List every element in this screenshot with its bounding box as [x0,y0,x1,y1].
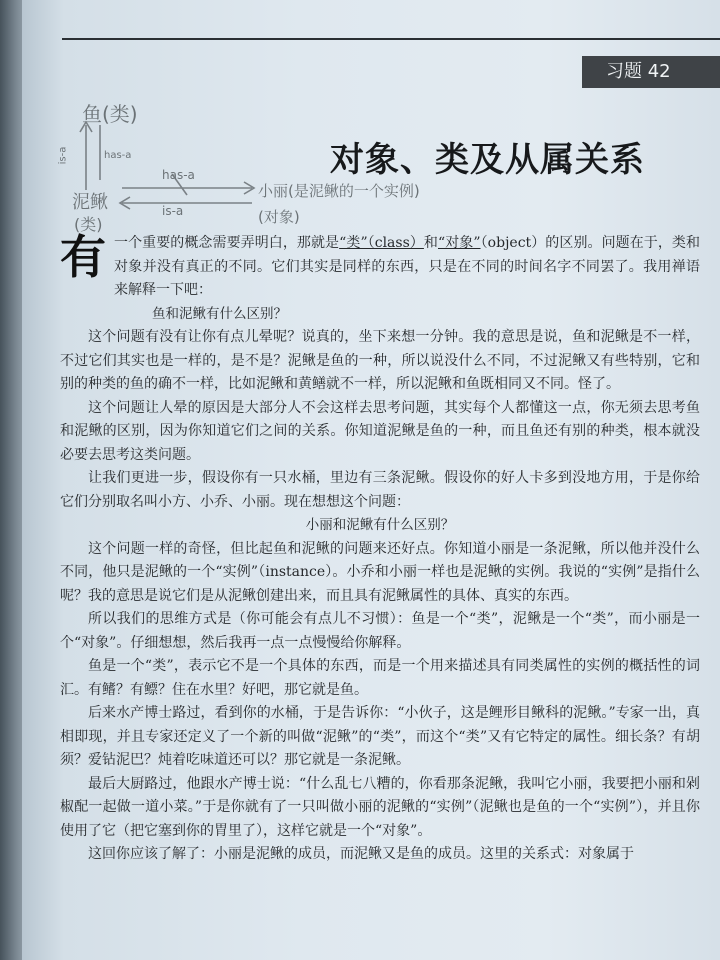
paragraph-10: 这回你应该了解了：小丽是泥鳅的成员，而泥鳅又是鱼的成员。这里的关系式：对象属于 [88,846,634,862]
paragraph-7: 鱼是一个“类”，表示它不是一个具体的东西，而是一个用来描述具有同类属性的实例的概括性的词汇。有鳍？有鳔？住在水里？好吧，那它就是鱼。 [60,658,700,698]
handwritten-is-a-left: is-a [57,146,69,165]
body-text [60,232,700,867]
paragraph-1: 有一个重要的概念需要弄明白，那就是“类”（class）和“对象”（object）的区别。问题在于，类和对象并没有真正的不同。它们其实是同样的东西，只是在不同的时间名字不同罢了。我用禅语来解释一下吧： [60,230,701,298]
keyword-object: “对象” [438,235,481,251]
paragraph-4: 让我们更进一步，假设你有一只水桶，里边有三条泥鳅。假设你的好人卡多到没地方用，于是你给它们分别取名叫小方、小乔、小丽。现在想想这个问题： [60,470,700,510]
handwritten-node-top: 鱼(类) [82,102,138,126]
paragraph-8: 后来水产博士路过，看到你的水桶，于是告诉你：“小伙子，这是鲤形目鳅科的泥鳅。”专家一出，真相即现，并且专家还定义了一个新的叫做“泥鳅”的“类”，而这个“类”又有它特定的属性。细长条？有胡须？爱钻泥巴？炖着吃味道还可以？那它就是一条泥鳅。 [60,705,700,768]
paragraph-2: 这个问题有没有让你有点儿晕呢？说真的，坐下来想一分钟。我的意思是说，鱼和泥鳅是不一样，不过它们其实也是一样的，是不是？泥鳅是鱼的一种，所以说没什么不同，不过泥鳅又有些特别，它和别的种类的鱼的确不一样，比如泥鳅和黄鳝就不一样，所以泥鳅和鱼既相同又不同。怪了。 [60,329,700,392]
paragraph-3: 这个问题让人晕的原因是大部分人不会这样去思考问题，其实每个人都懂这一点，你无须去思考鱼和泥鳅的区别，因为你知道它们之间的关系。你知道泥鳅是鱼的一种，而且鱼还有别的种类，根本就没必要去思考这类问题。 [60,399,700,463]
keyword-class: “类”（class） [339,235,424,251]
page-title: 对象、类及从属关系 [330,140,645,180]
handwritten-has-a-horizontal: has-a [162,168,195,182]
handwritten-node-right-sub: (对象) [258,208,300,226]
handwritten-node-left: 泥鳅 [72,192,108,213]
handwritten-has-a-vertical: has-a [104,150,132,161]
question-1: 鱼和泥鳅有什么区别？ [152,305,287,322]
handwritten-node-right: 小丽(是泥鳅的一个实例) [258,182,420,200]
handwritten-node-left-sub: (类) [74,215,103,234]
paragraph-6: 所以我们的思维方式是（你可能会有点儿不习惯）：鱼是一个“类”，泥鳅是一个“类”，而小丽是一个“对象”。仔细想想，然后我再一点一点慢慢给你解释。 [60,611,700,651]
exercise-tab: 习题 42 [582,56,720,88]
paragraph-9: 最后大厨路过，他跟水产博士说：“什么乱七八糟的，你看那条泥鳅，我叫它小丽，我要把小丽和剁椒配一起做一道小菜。”于是你就有了一只叫做小丽的泥鳅的“实例”（泥鳅也是鱼的一个“实例”），并且你使用了它（把它塞到你的胃里了），这样它就是一个“对象”。 [60,775,700,839]
dropcap: 有 [60,230,106,284]
paragraph-5: 这个问题一样的奇怪，但比起鱼和泥鳅的问题来还好点。你知道小丽是一条泥鳅，所以他并没什么不同，他只是泥鳅的一个“实例”（instance）。小乔和小丽一样也是泥鳅的实例。我说的“实例”是指什么呢？我的意思是说它们是从泥鳅创建出来，而且具有泥鳅属性的具体、真实的东西。 [60,540,700,604]
handwritten-is-a-bottom: is-a [162,204,184,218]
book-page [22,0,720,960]
question-2: 小丽和泥鳅有什么区别？ [305,517,455,533]
